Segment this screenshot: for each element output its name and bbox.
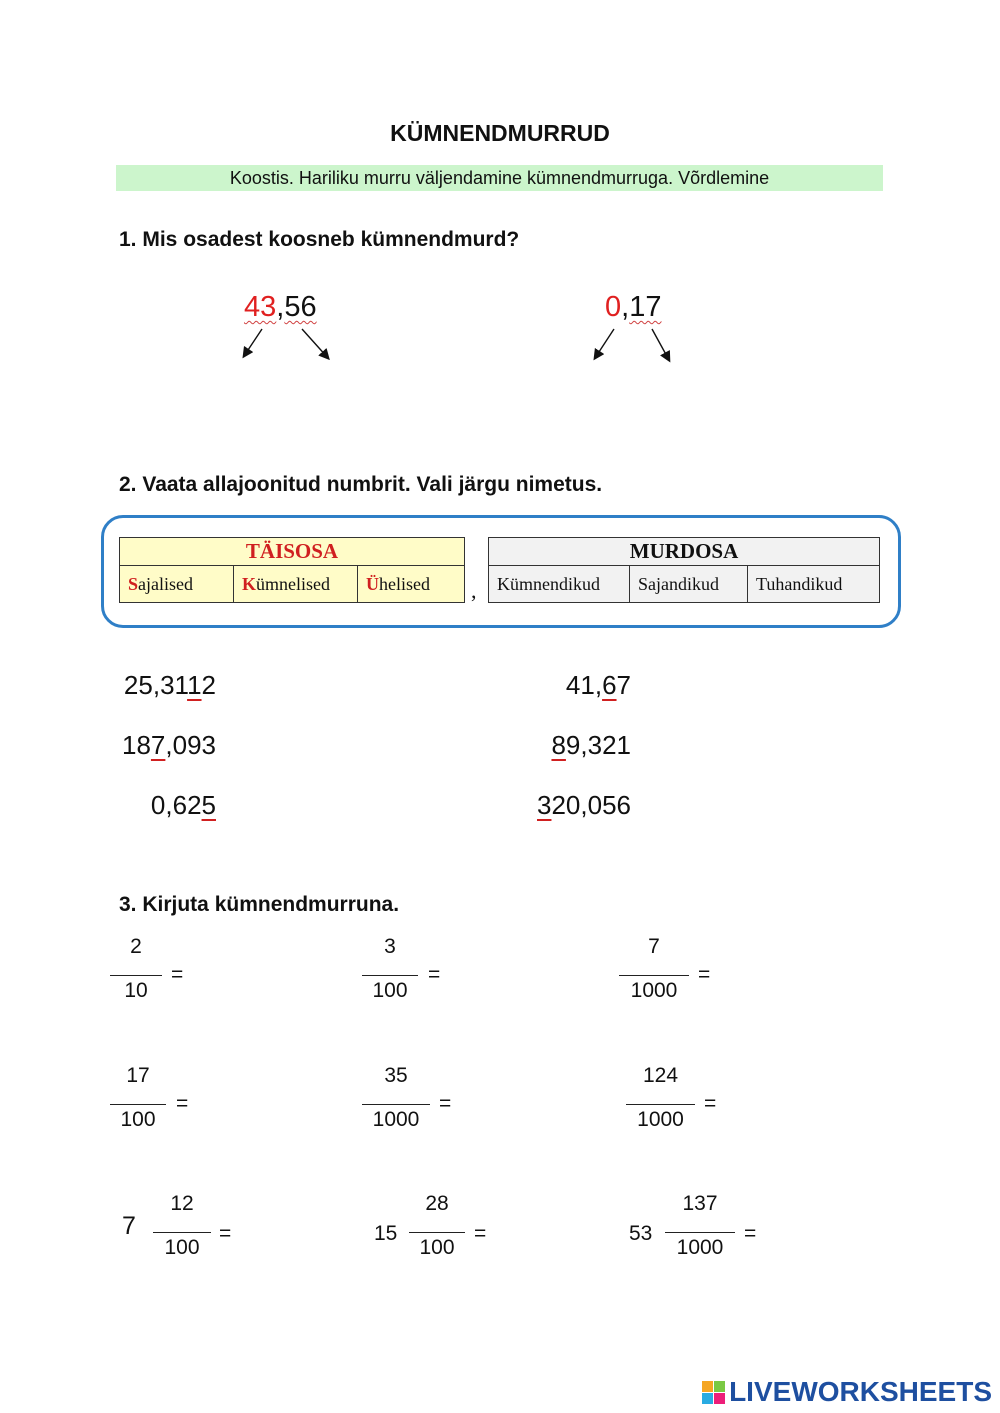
fraction-part-table (488, 537, 880, 603)
whole-part: 0 (605, 291, 622, 323)
arrows-diagram (0, 0, 1000, 400)
arrow-left-1 (244, 329, 262, 356)
subtitle-banner: Koostis. Hariliku murru väljendamine kümnendmurruga. Võrdlemine (116, 165, 883, 191)
question-3-heading: 3. Kirjuta kümnendmurruna. (119, 893, 400, 916)
liveworksheets-logo[interactable] (702, 1377, 992, 1407)
taisosa-header: TÄISOSA (120, 538, 465, 566)
underlined-number: 0,625 (150, 790, 216, 820)
logo-mark-icon (702, 1381, 725, 1404)
arrow-right-1 (302, 329, 328, 358)
place-hundredths[interactable]: Sajandikud (630, 566, 748, 603)
fraction-part: 56 (284, 291, 317, 323)
question-2-heading: 2. Vaata allajoonitud numbrit. Vali järgu nimetus. (119, 473, 603, 496)
page-title: KÜMNENDMURRUD (390, 120, 610, 146)
place-thousandths[interactable]: Tuhandikud (748, 566, 880, 603)
fraction-part: 17 (629, 291, 662, 323)
whole-part-table (119, 537, 465, 603)
underlined-number: 320,056 (537, 790, 631, 820)
place-tenths[interactable]: Kümnendikud (489, 566, 630, 603)
arrow-right-2 (652, 329, 669, 360)
decimal-comma: , (621, 291, 630, 323)
whole-part: 43 (244, 291, 277, 323)
place-hundreds[interactable]: Sajalised (120, 566, 234, 603)
underlined-number: 41,67 (565, 670, 631, 700)
murdosa-header: MURDOSA (489, 538, 880, 566)
place-ones[interactable]: Ühelised (358, 566, 465, 603)
underlined-number: 89,321 (551, 730, 631, 760)
logo-text: LIVEWORKSHEETS (729, 1376, 992, 1407)
decimal-comma: , (276, 291, 285, 323)
arrow-left-2 (595, 329, 614, 358)
underlined-number: 25,3112 (123, 670, 216, 700)
table-comma: , (471, 578, 477, 603)
place-tens[interactable]: Kümnelised (234, 566, 358, 603)
underlined-number: 187,093 (122, 730, 216, 760)
question-1-heading: 1. Mis osadest koosneb kümnendmurd? (119, 228, 520, 251)
